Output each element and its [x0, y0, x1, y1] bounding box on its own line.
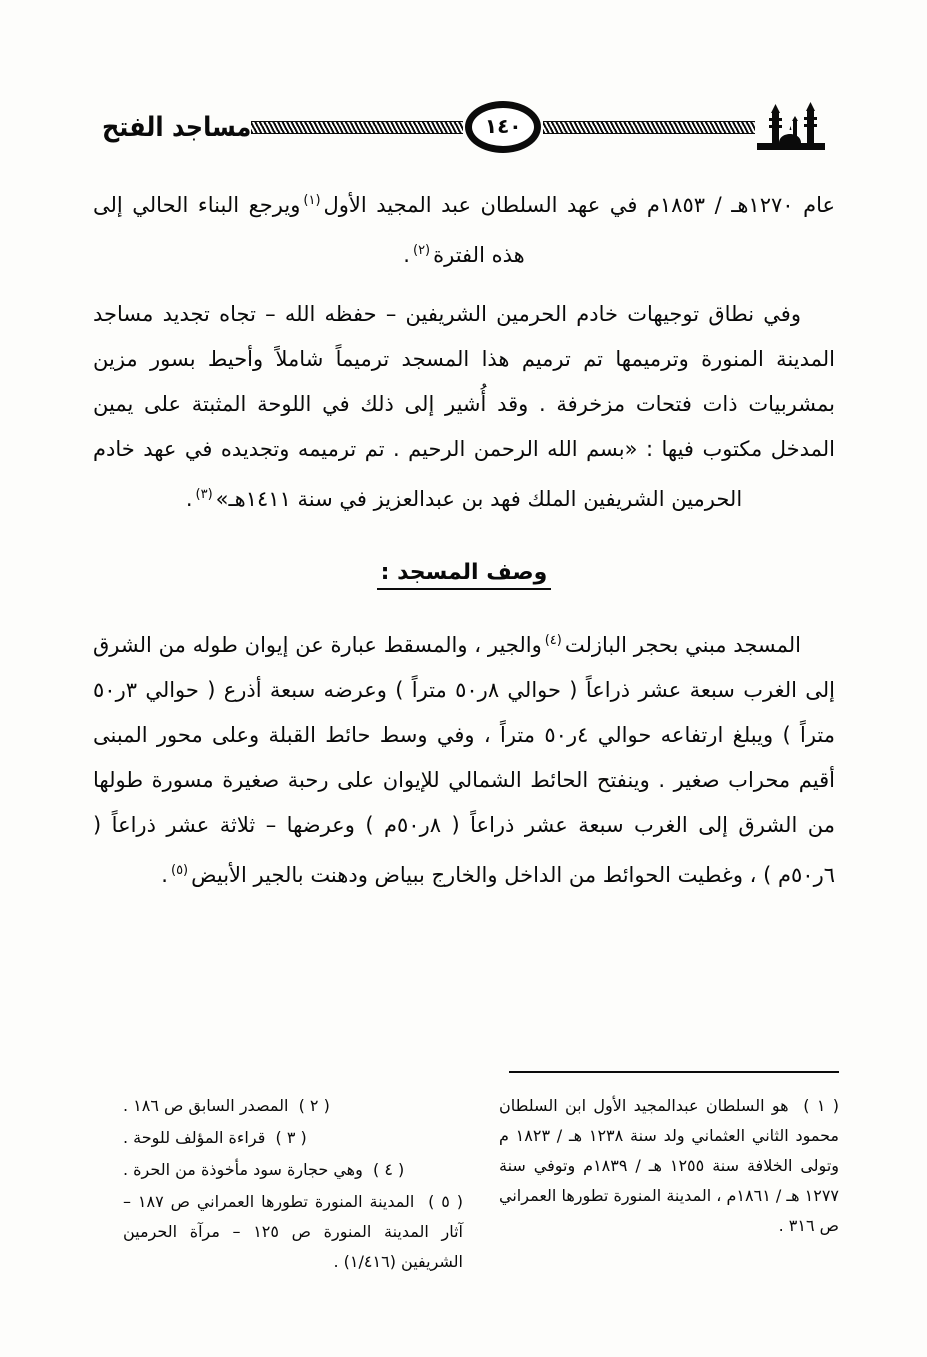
page-header	[88, 96, 839, 158]
description-text	[93, 618, 835, 912]
description-paragraph	[93, 618, 835, 898]
p2-text-after: .	[185, 487, 193, 511]
footnote-marker-5: (٥)	[170, 863, 189, 878]
footnote-column-left	[123, 1071, 463, 1279]
footnote-number: ( ٢ )	[298, 1096, 330, 1115]
paragraph-2	[93, 292, 835, 522]
footnote-item	[123, 1155, 463, 1185]
footnote-text: قراءة المؤلف للوحة .	[123, 1128, 266, 1147]
p2-text: وفي نطاق توجيهات خادم الحرمين الشريفين – حفظه الله – تجاه تجديد مساجد المدينة المنورة وترميمها تم ترميم هذا المسجد ترميماً شاملاً وأحيط بسور مزين بمشربيات ذات فتحات مزخرفة . وقد أُشير إلى ذلك في اللوحة المثبتة على يمين المدخل مكتوب فيها : «بسم الله الرحمن الرحيم . تم ترميمه وتجديده في عهد خادم الحرمين الشريفين الملك فهد بن عبدالعزيز في سنة ١٤١١هـ»	[93, 302, 835, 511]
footnote-marker-2: (٢)	[412, 243, 431, 258]
footnote-text: وهي حجارة سود مأخوذة من الحرة .	[123, 1160, 363, 1179]
footnote-marker-3: (٣)	[195, 487, 213, 502]
footnote-item	[123, 1187, 463, 1277]
footnote-number: ( ٣ )	[275, 1128, 307, 1147]
footnote-marker-4: (٤)	[544, 633, 562, 648]
footnote-number: ( ١ )	[803, 1096, 840, 1115]
section-heading-label: وصف المسجد :	[377, 560, 552, 590]
footnote-divider-spacer	[133, 1071, 463, 1073]
footnote-number: ( ٥ )	[428, 1192, 464, 1211]
footnotes	[88, 1071, 839, 1279]
page-number: ١٤٠	[484, 114, 522, 138]
p1-text-mid: ويرجع البناء الحالي إلى هذه الفترة	[93, 193, 525, 267]
footnote-text: المدينة المنورة تطورها العمراني ص ١٨٧ – آثار المدينة المنورة ص ١٢٥ – مرآة الحرمين الشريفين (١/٤١٦) .	[123, 1192, 463, 1271]
header-rule-left	[543, 120, 755, 134]
mosque-silhouette-icon	[755, 101, 839, 153]
p1-text-after: .	[403, 243, 410, 267]
footnote-text: هو السلطان عبدالمجيد الأول ابن السلطان محمود الثاني العثماني ولد سنة ١٢٣٨ هـ / ١٨٢٣ م وتولى الخلافة سنة ١٢٥٥ هـ / ١٨٣٩م وتوفي سنة ١٢٧٧ هـ / ١٨٦١م ، المدينة المنورة تطورها العمراني ص ٣١٦ .	[499, 1096, 840, 1235]
footnote-item	[123, 1091, 463, 1121]
footnote-text: المصدر السابق ص ١٨٦ .	[123, 1096, 289, 1115]
header-rule-right	[251, 120, 463, 134]
footnote-item	[499, 1091, 839, 1241]
page-title: مساجد الفتح	[101, 111, 252, 143]
desc-part-1: المسجد مبني بحجر البازلت	[564, 633, 801, 657]
p1-text-before: عام ١٢٧٠هـ / ١٨٥٣م في عهد السلطان عبد المجيد الأول	[323, 193, 836, 217]
desc-part-3: .	[161, 863, 168, 887]
page-number-badge	[465, 101, 541, 153]
section-heading	[93, 560, 835, 590]
paragraph-1	[93, 178, 835, 278]
footnote-marker-1: (١)	[303, 193, 321, 208]
footnote-number: ( ٤ )	[373, 1160, 405, 1179]
footnote-column-right	[499, 1071, 839, 1279]
body-text	[93, 178, 835, 536]
desc-part-2: والجير ، والمسقط عبارة عن إيوان طوله من الشرق إلى الغرب سبعة عشر ذراعاً ( حوالي ٨ر٥٠ متراً ) وعرضه سبعة أذرع ( حوالي ٣ر٥٠ متراً ) ويبلغ ارتفاعه حوالي ٤ر٥٠ متراً ، وفي وسط حائط القبلة وعلى محور المبنى أقيم محراب صغير . وينفتح الحائط الشمالي للإيوان على رحبة صغيرة مسورة طولها من الشرق إلى الغرب سبعة عشر ذراعاً ( ٨ر٥٠م ) وعرضها – ثلاثة عشر ذراعاً ( ٦ر٥٠م ) ، وغطيت الحوائط من الداخل والخارج ببياض ودهنت بالجير الأبيض	[93, 633, 836, 887]
footnote-item	[123, 1123, 463, 1153]
footnote-divider	[509, 1071, 839, 1073]
